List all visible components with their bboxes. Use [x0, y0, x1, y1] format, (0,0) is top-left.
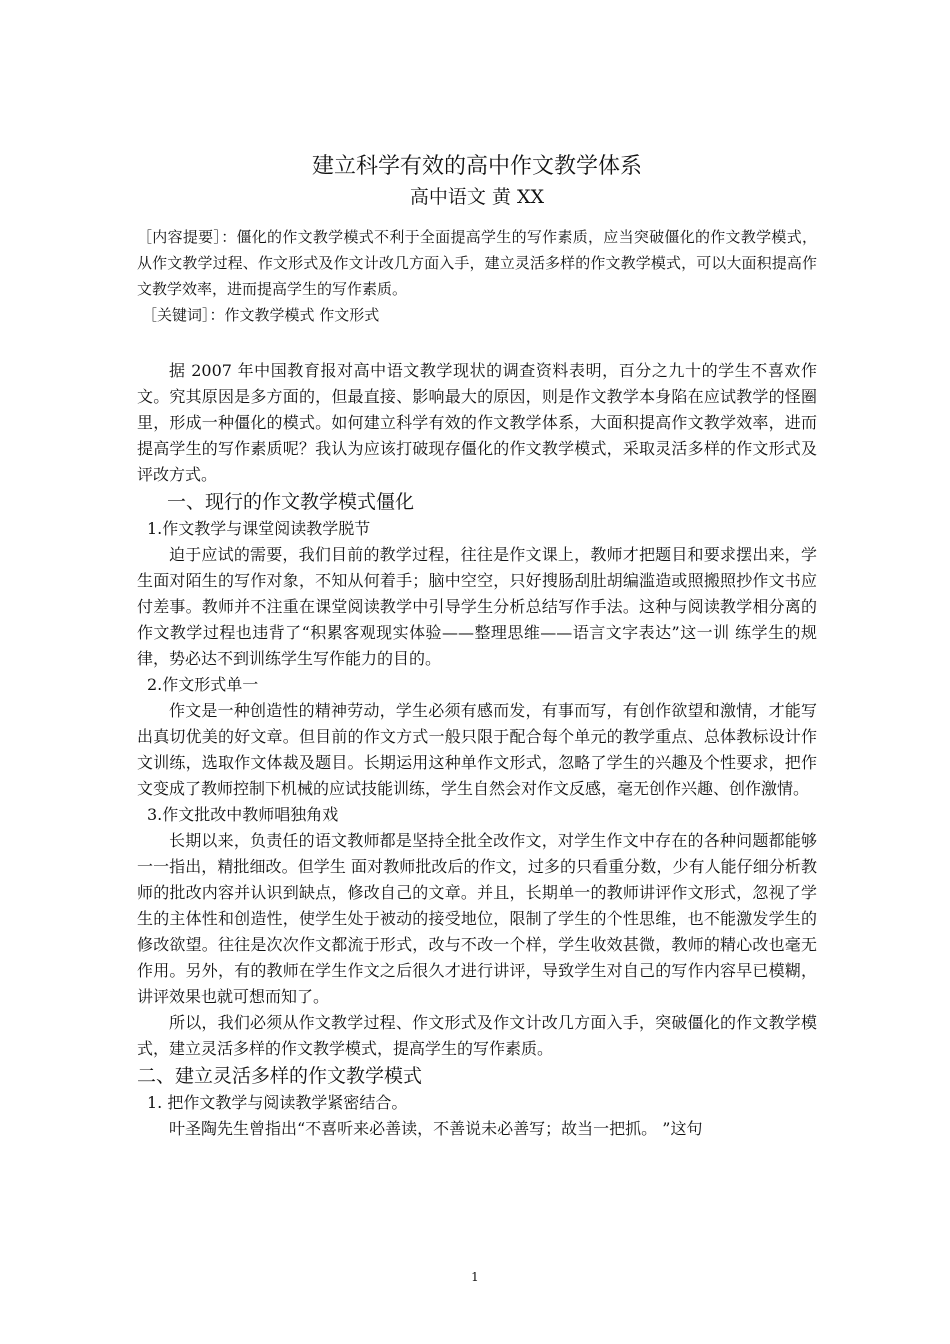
section-2-1-heading: 1. 把作文教学与阅读教学紧密结合。	[147, 1093, 408, 1112]
keywords-text: ：作文教学模式 作文形式	[209, 306, 380, 324]
section-1-1-heading: 1.作文教学与课堂阅读教学脱节	[147, 519, 371, 538]
section-1-3-paragraph: 长期以来，负责任的语文教师都是坚持全批全改作文，对学生作文中存在的各种问题都能够一一指出，精批细改。但学生 面对教师批改后的作文，过多的只看重分数，少有人能仔细分析教师的批改内容并认识到缺点，修改自己的文章。并且，长期单一的教师讲评作文形式，忽视了学生的主体性和创造性，使学生处于被动的接受地位，限制了学生的个性思维，也不能激发学生的修改欲望。往往是次次作文都流于形式，改与不改一个样，学生收效甚微，教师的精心改也毫无作用。另外，有的教师在学生作文之后很久才进行讲评，导致学生对自己的写作内容早已模糊，讲评效果也就可想而知了。	[137, 831, 817, 1006]
abstract-text: ：僵化的作文教学模式不利于全面提高学生的写作素质，应当突破僵化的作文教学模式，从作文教学过程、作文形式及作文计改几方面入手，建立灵活多样的作文教学模式，可以大面积提高作文教学效率，进而提高学生的写作素质。	[137, 228, 817, 298]
keywords-tag: ［关键词］	[142, 306, 210, 324]
page-number: 1	[471, 1270, 479, 1284]
document-body	[137, 152, 817, 1142]
intro-paragraph: 据 2007 年中国教育报对高中语文教学现状的调查资料表明，百分之九十的学生不喜欢作文。究其原因是多方面的，但最直接、影响最大的原因，则是作文教学本身陷在应试教学的怪圈里，形成一种僵化的模式。如何建立科学有效的作文教学体系，大面积提高作文教学效率，进而提高学生的写作素质呢？我认为应该打破现存僵化的作文教学模式，采取灵活多样的作文形式及评改方式。	[137, 361, 817, 484]
document-author: 高中语文 黄 XX	[409, 186, 545, 208]
section-1-conclusion: 所以，我们必须从作文教学过程、作文形式及作文计改几方面入手，突破僵化的作文教学模式，建立灵活多样的作文教学模式，提高学生的写作素质。	[137, 1013, 817, 1058]
spacer	[137, 328, 817, 358]
document-title: 建立科学有效的高中作文教学体系	[311, 154, 642, 179]
section-1-3-heading: 3.作文批改中教师唱独角戏	[147, 805, 339, 824]
section-1-1-paragraph: 迫于应试的需要，我们目前的教学过程，往往是作文课上，教师才把题目和要求摆出来，学生面对陌生的写作对象，不知从何着手；脑中空空，只好搜肠刮肚胡编滥造或照搬照抄作文书应付差事。教师并不注重在课堂阅读教学中引导学生分析总结写作手法。这种与阅读教学相分离的作文教学过程也违背了“积累客观现实体验——整理思维——语言文字表达”这一训 练学生的规律，势必达不到训练学生写作能力的目的。	[137, 545, 817, 668]
keywords	[142, 302, 817, 328]
section-1-2-heading: 2.作文形式单一	[147, 675, 259, 694]
section-1-heading: 一、现行的作文教学模式僵化	[167, 491, 415, 513]
section-2-1-paragraph: 叶圣陶先生曾指出“不喜听来必善读，不善说未必善写；故当一把抓。 ”这句	[169, 1119, 703, 1138]
abstract-tag: ［内容提要］	[137, 228, 222, 246]
section-1-2-paragraph: 作文是一种创造性的精神劳动，学生必须有感而发，有事而写，有创作欲望和激情，才能写出真切优美的好文章。但目前的作文方式一般只限于配合每个单元的教学重点、总体教标设计作文训练，选取作文体裁及题目。长期运用这种单作文形式，忽略了学生的兴趣及个性要求，把作文变成了教师控制下机械的应试技能训练，学生自然会对作文反感，毫无创作兴趣、创作激情。	[137, 701, 817, 798]
section-2-heading: 二、建立灵活多样的作文教学模式	[137, 1065, 423, 1087]
abstract	[137, 224, 817, 302]
